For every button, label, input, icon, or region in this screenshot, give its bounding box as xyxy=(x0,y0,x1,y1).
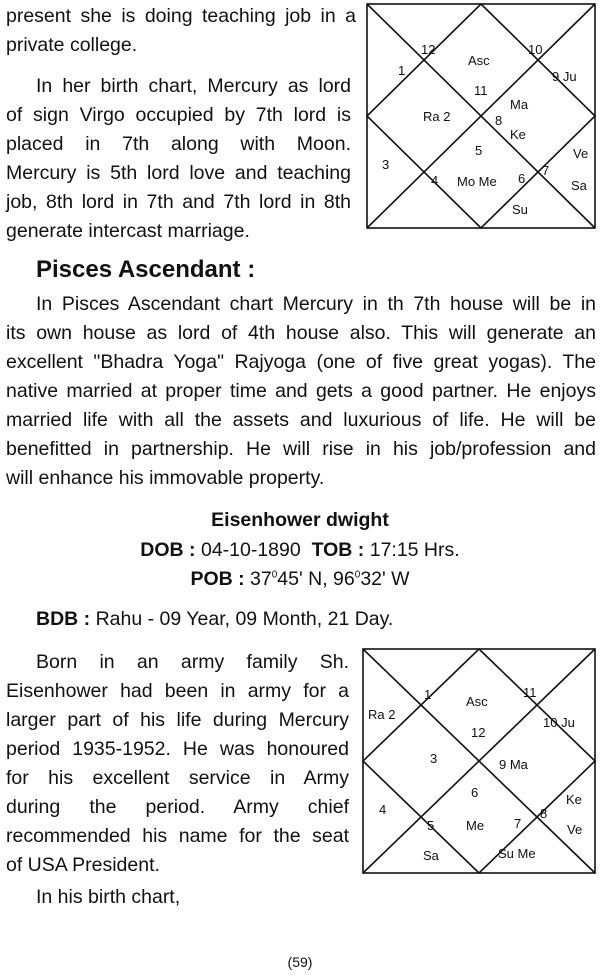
birth-chart-2 xyxy=(362,648,596,874)
planet-label: Ke xyxy=(510,127,526,142)
text-line: In Pisces Ascendant chart Mercury in th 7th house will be in xyxy=(36,293,596,315)
text-line: recommended his name for the seat xyxy=(6,825,349,847)
house-number: 9 Ma xyxy=(499,757,528,772)
house-number: Ra 2 xyxy=(368,707,396,722)
text-line: of USA President. xyxy=(6,854,160,876)
planet-label: Mo Me xyxy=(457,174,497,189)
text-line: present she is doing teaching job in a xyxy=(6,5,356,27)
house-number: 1 xyxy=(398,63,406,78)
house-number: 5 xyxy=(475,143,483,158)
planet-label: Sa xyxy=(571,178,587,193)
text-line: generate intercast marriage. xyxy=(6,220,250,242)
planet-label: Ve xyxy=(567,822,583,837)
tob-label: TOB : xyxy=(311,539,365,561)
intro-paragraph xyxy=(6,2,356,60)
house-number: 3 xyxy=(382,157,390,172)
text-line: for his excellent service in Army xyxy=(6,767,349,789)
pob-lon-min: 32' W xyxy=(360,568,410,590)
text-line: will enhance his immovable property. xyxy=(6,467,325,489)
planet-label: Su xyxy=(512,202,528,217)
house-number: 10 xyxy=(528,42,543,57)
text-line: Eisenhower had been in army for a xyxy=(6,680,349,702)
house-number: 9 Ju xyxy=(552,69,577,84)
house-number: 11 xyxy=(474,83,488,98)
degree-sign: 0 xyxy=(354,569,361,581)
text-line: its own house as lord of 4th house also. This will generate an xyxy=(6,322,596,344)
text-line: larger part of his life during Mercury xyxy=(6,709,349,731)
house-number: 12 xyxy=(421,42,436,57)
text-line: of sign Virgo occupied by 7th lord is xyxy=(6,104,351,126)
bdb-label: BDB : xyxy=(36,608,91,630)
bdb-line xyxy=(36,605,596,634)
text-line: Mercury is 5th lord love and teaching xyxy=(6,162,351,184)
planet-label: Ke xyxy=(566,792,582,807)
house-number: 5 xyxy=(427,818,435,833)
pob-lat-min: 45' N, 96 xyxy=(277,568,355,590)
house-number: 8 xyxy=(495,113,503,128)
pob-line xyxy=(0,568,600,591)
planet-label: Sa xyxy=(423,848,439,863)
text-line: Born in an army family Sh. xyxy=(36,651,349,673)
page-number: (59) xyxy=(287,954,313,970)
planet-label: Me xyxy=(466,818,485,833)
planet-label: Ma xyxy=(510,97,529,112)
tob-value: 17:15 Hrs. xyxy=(369,539,460,561)
degree-sign: 0 xyxy=(271,569,278,581)
ascendant-label: Asc xyxy=(466,694,488,709)
paragraph-pisces xyxy=(6,290,596,493)
text-line: married life with all the assets and luxurious of life. He will be xyxy=(6,409,596,431)
house-number: Ra 2 xyxy=(423,109,451,124)
house-number: 4 xyxy=(431,173,439,188)
bdb-value: Rahu - 09 Year, 09 Month, 21 Day. xyxy=(95,608,394,630)
house-number: 12 xyxy=(471,725,486,740)
house-number: 6 xyxy=(471,785,479,800)
dob-value: 04-10-1890 xyxy=(200,539,301,561)
section-heading: Pisces Ascendant : xyxy=(36,256,256,283)
dob-line xyxy=(0,539,600,562)
house-number: 3 xyxy=(430,751,438,766)
text-line: excellent "Bhadra Yoga" Rajyoga (one of five great yogas). The xyxy=(6,351,596,373)
house-number: 4 xyxy=(379,802,387,817)
ascendant-label: Asc xyxy=(468,53,490,68)
house-number: 8 xyxy=(540,806,548,821)
planet-label: Su Me xyxy=(498,846,536,861)
paragraph-mercury xyxy=(6,72,351,246)
text-line: private college. xyxy=(6,34,138,56)
text-line: period 1935-1952. He was honoured xyxy=(6,738,349,760)
house-number: 1 xyxy=(424,687,432,702)
house-number: 7 xyxy=(542,163,550,178)
paragraph-eisenhower xyxy=(6,648,349,880)
house-number: 7 xyxy=(514,816,522,831)
person-name: Eisenhower dwight xyxy=(211,509,389,531)
text-line: job, 8th lord in 7th and 7th lord in 8th xyxy=(6,191,351,213)
text-line: In her birth chart, Mercury as lord xyxy=(36,75,351,97)
house-number: 11 xyxy=(523,685,537,700)
paragraph-birth-chart: In his birth chart, xyxy=(36,886,181,908)
planet-label: Ve xyxy=(573,146,589,161)
text-line: during the period. Army chief xyxy=(6,796,349,818)
birth-chart-1 xyxy=(366,3,596,229)
dob-label: DOB : xyxy=(140,539,196,561)
text-line: placed in 7th along with Moon. xyxy=(6,133,351,155)
text-line: benefitted in partnership. He will rise in his job/profession and xyxy=(6,438,596,460)
pob-lat-deg: 37 xyxy=(250,568,272,590)
house-number: 6 xyxy=(518,171,526,186)
pob-label: POB : xyxy=(190,568,245,590)
house-number: 10 Ju xyxy=(543,715,575,730)
text-line: native married at proper time and gets a good partner. He enjoys xyxy=(6,380,596,402)
